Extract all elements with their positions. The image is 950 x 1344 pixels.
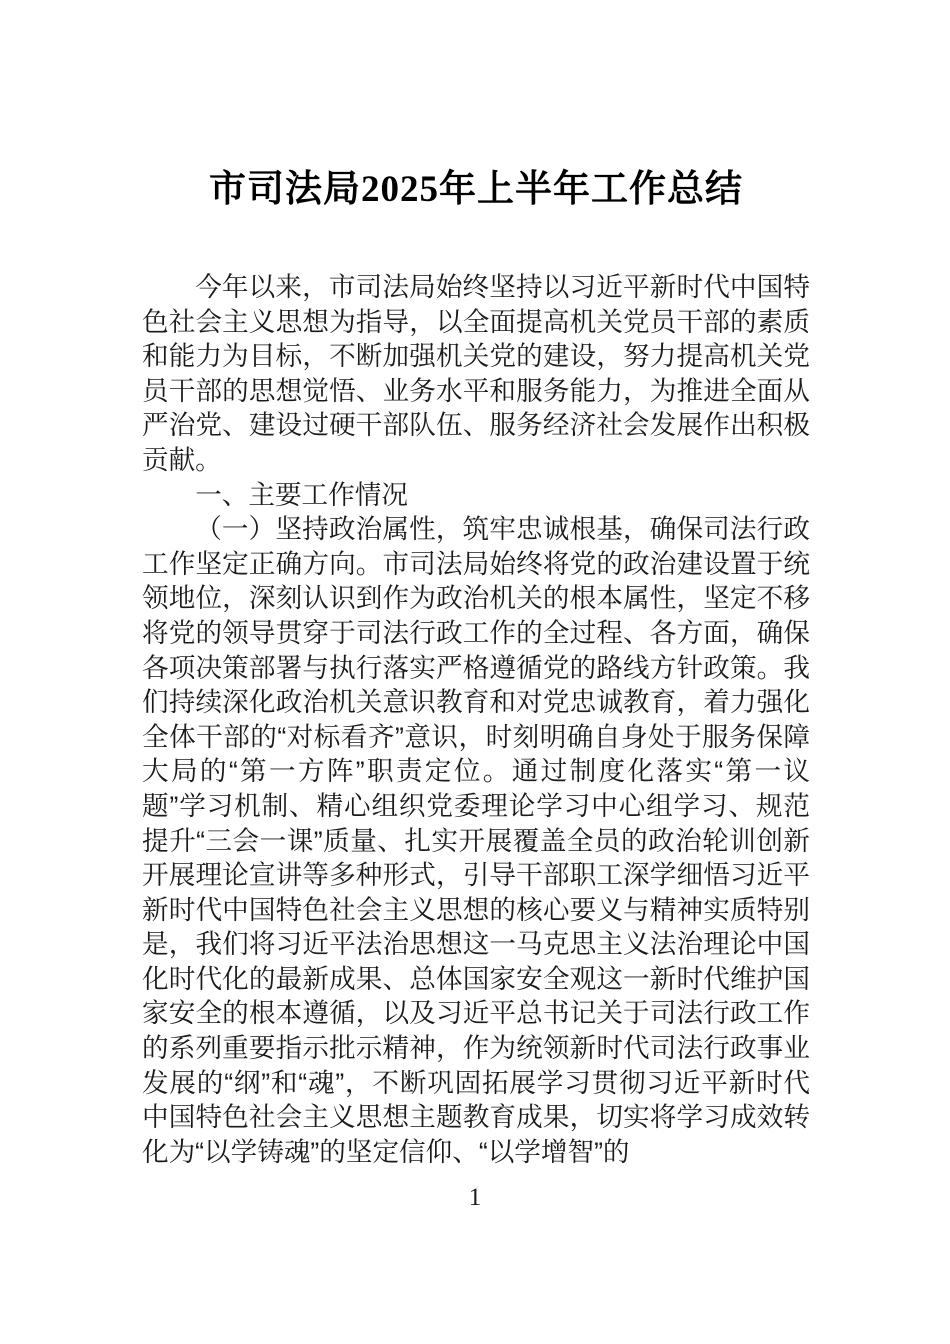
paragraph-section-1-1: （一）坚持政治属性，筑牢忠诚根基，确保司法行政工作坚定正确方向。市司法局始终将党的政治建设置于统领地位，深刻认识到作为政治机关的根本属性，坚定不移将党的领导贯穿于司法行政工作的全过程、各方面，确保各项决策部署与执行落实严格遵循党的路线方针政策。我们持续深化政治机关意识教育和对党忠诚教育，着力强化全体干部的“对标看齐”意识，时刻明确自身处于服务保障大局的“第一方阵”职责定位。通过制度化落实“第一议题”学习机制、精心组织党委理论学习中心组学习、规范提升“三会一课”质量、扎实开展覆盖全员的政治轮训创新开展理论宣讲等多种形式，引导干部职工深学细悟习近平新时代中国特色社会主义思想的核心要义与精神实质特别是，我们将习近平法治思想这一马克思主义法治理论中国化时代化的最新成果、总体国家安全观这一新时代维护国家安全的根本遵循，以及习近平总书记关于司法行政工作的系列重要指示批示精神，作为统领新时代司法行政事业发展的“纲”和“魂”，不断巩固拓展学习贯彻习近平新时代中国特色社会主义思想主题教育成果，切实将学习成效转化为“以学铸魂”的坚定信仰、“以学增智”的 bbox=[142, 514, 810, 1167]
document-title: 市司法局2025年上半年工作总结 bbox=[209, 169, 743, 210]
paragraph-intro: 今年以来，市司法局始终坚持以习近平新时代中国特色社会主义思想为指导，以全面提高机关党员干部的素质和能力为目标，不断加强机关党的建设，努力提高机关党员干部的思想觉悟、业务水平和服务能力，为推进全面从严治党、建设过硬干部队伍、服务经济社会发展作出积极贡献。 bbox=[142, 272, 810, 475]
page-number: 1 bbox=[468, 1184, 482, 1211]
document-body bbox=[142, 270, 810, 1169]
section-heading-main-work: 一、主要工作情况 bbox=[195, 479, 408, 510]
